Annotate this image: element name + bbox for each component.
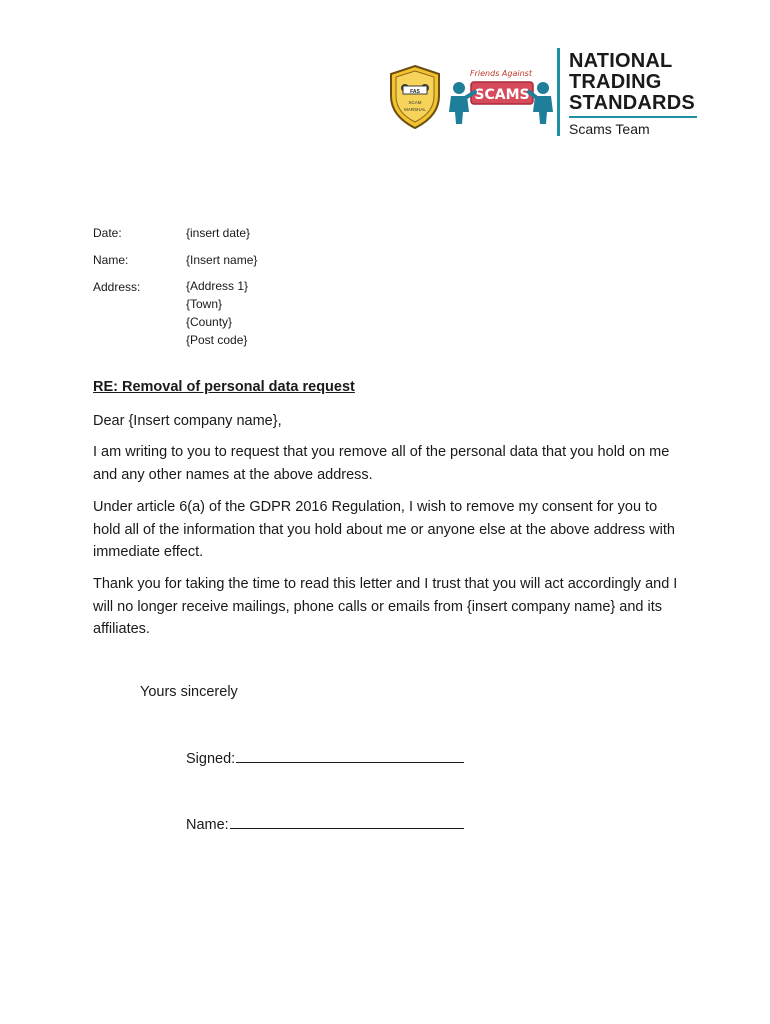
printed-name-line[interactable] [230,814,464,829]
signed-label: Signed: [186,751,236,767]
national-trading-standards-logo [557,48,707,140]
date-value: {insert date} [186,226,251,240]
address-block [186,277,248,349]
name-label: Name: [93,253,129,267]
svg-text:SCAMS: SCAMS [474,87,530,103]
date-label: Date: [93,226,122,240]
nts-subtitle: Scams Team [569,121,650,137]
printed-name-row [186,814,464,833]
closing: Yours sincerely [140,684,238,700]
paragraph-2: Under article 6(a) of the GDPR 2016 Regulation, I wish to remove my consent for you to hold all of the information that you hold about me or anyone else at the above address with immediate effect. [93,499,675,560]
svg-text:SCAM: SCAM [408,100,422,105]
address-label: Address: [93,280,141,294]
address-town: {Town} [186,297,223,311]
letter-subject: RE: Removal of personal data request [93,379,355,395]
nts-line-3: STANDARDS [569,92,695,114]
signature-line[interactable] [236,748,464,763]
friends-against-scams-logo [445,66,557,128]
nts-line-2: TRADING [569,71,662,93]
paragraph-3: Thank you for taking the time to read this letter and I trust that you will act accordingly and I will no longer receive mailings, phone calls or emails from {insert company name} and its affiliates. [93,576,678,637]
salutation: Dear {Insert company name}, [93,413,282,429]
address-postcode: {Post code} [186,333,248,347]
name-value: {Insert name} [186,253,258,267]
paragraph-1: I am writing to you to request that you remove all of the personal data that you hold on me and any other names at the above address. [93,444,670,483]
nts-line-1: NATIONAL [569,50,673,72]
signature-row [186,748,464,767]
svg-text:FAS: FAS [410,89,420,95]
nts-divider [569,116,697,118]
address-county: {County} [186,315,233,329]
address-line-1: {Address 1} [186,279,249,293]
scam-marshal-shield-logo [387,64,443,130]
nts-accent-bar [557,48,560,136]
svg-text:Friends Against: Friends Against [470,69,532,78]
printed-name-label: Name: [186,817,229,833]
svg-text:MARSHAL: MARSHAL [404,107,426,112]
